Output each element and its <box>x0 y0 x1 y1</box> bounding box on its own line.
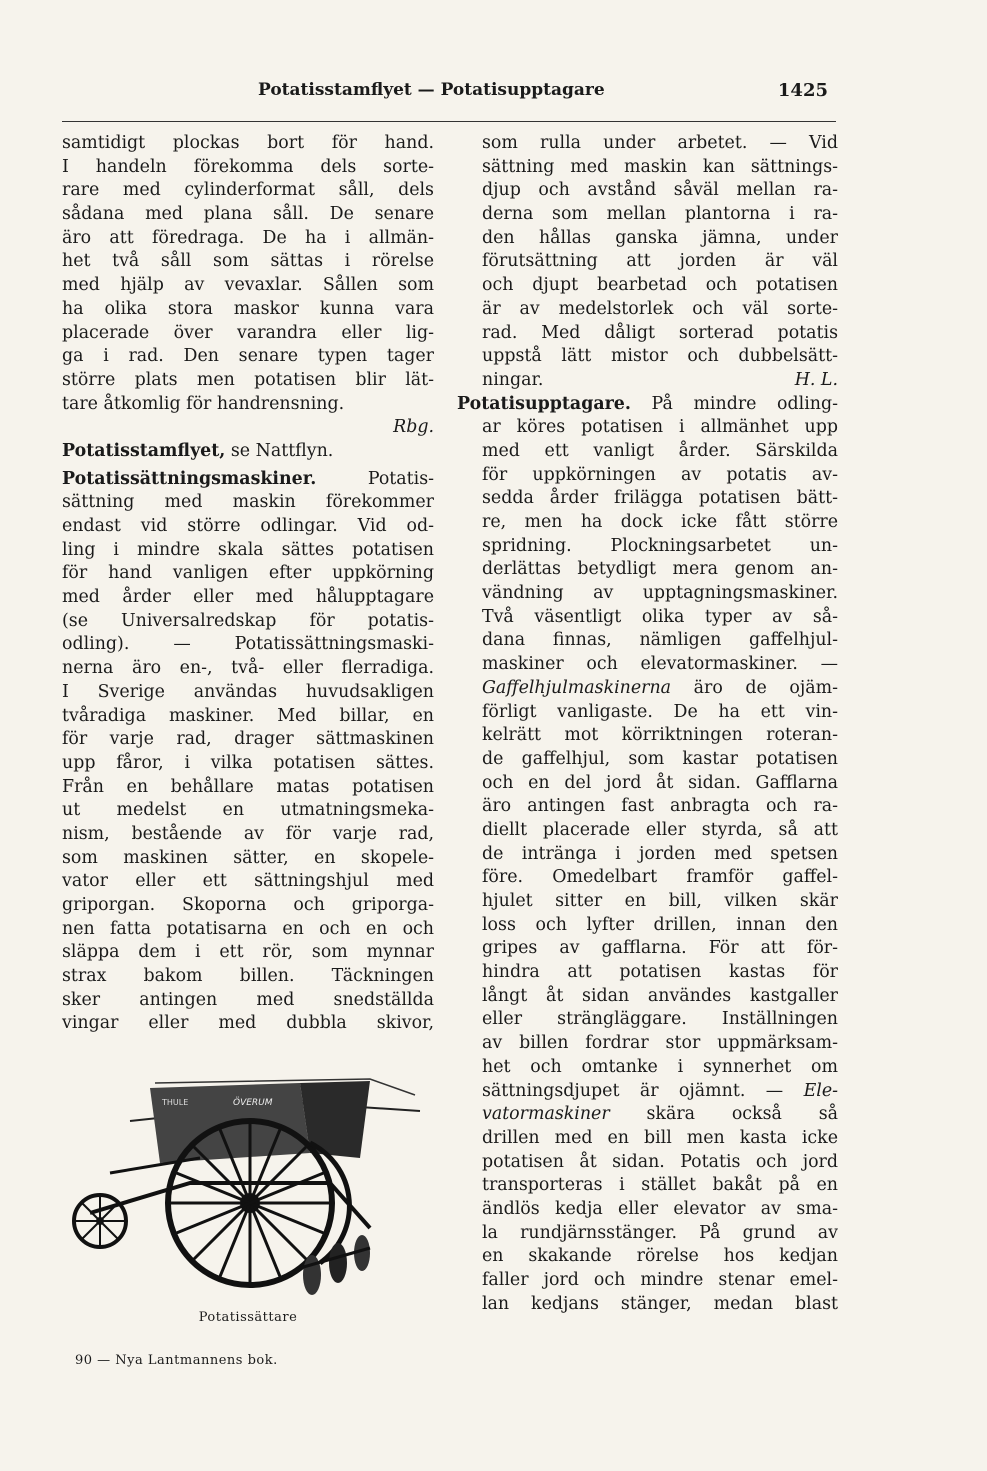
line-text: nen fatta potatisarna en och en och <box>62 918 434 939</box>
text-line <box>62 586 434 610</box>
line-text: med ett vanligt årder. Särskilda <box>482 440 838 461</box>
text-line <box>62 776 434 800</box>
text-line <box>62 799 434 823</box>
text-line <box>457 724 838 748</box>
line-text: som maskinen sätter, en skopele- <box>62 847 434 868</box>
text-line <box>457 156 838 180</box>
line-text: nism, bestående av för varje rad, <box>62 823 434 844</box>
text-line <box>457 677 838 701</box>
text-line <box>457 535 838 559</box>
text-line <box>457 629 838 653</box>
header-title: Potatisstamflyet — Potatisupptagare <box>258 80 605 100</box>
text-line <box>62 657 434 681</box>
line-text: tare åtkomlig för handrensning. <box>62 393 345 414</box>
machine-label-overum: ÖVERUM <box>233 1098 273 1108</box>
text-line <box>457 985 838 1009</box>
text-line <box>62 322 434 346</box>
line-text: och djupt bearbetad och potatisen <box>482 275 838 296</box>
line-text: samtidigt plockas bort för hand. <box>62 133 434 153</box>
line-text: med årder eller med hålupptagare <box>62 587 434 608</box>
line-text: vändning av upptagningsmaskiner. <box>482 583 838 604</box>
line-text: de inträngа i jorden med spetsen <box>482 843 838 864</box>
line-text: för varje rad, drager sättmaskinen <box>62 729 434 750</box>
line-text: diellt placerade eller styrda, så att <box>482 819 838 840</box>
text-line <box>62 250 434 274</box>
text-line <box>62 468 434 492</box>
line-text: dana finnas, nämligen gaffelhjul- <box>482 630 838 651</box>
text-line <box>62 562 434 586</box>
line-text: uppstå lätt mistor och dubbelsätt- <box>482 346 838 367</box>
line-text: ningar. <box>482 369 544 390</box>
header-rule <box>62 121 836 122</box>
text-line <box>62 274 434 298</box>
text-line <box>62 1012 434 1036</box>
text-line <box>62 965 434 989</box>
line-text: griporgan. Skoporna och griporga- <box>62 895 434 915</box>
line-text: sådana med plana såll. De senare <box>62 204 434 225</box>
text-line <box>457 1103 838 1127</box>
line-text: upp fåror, i vilka potatisen sättes. <box>62 752 434 773</box>
line-text: ling i mindre skala sättes potatisen <box>62 539 434 560</box>
page-footer: 90 — Nya Lantmannens bok. <box>75 1353 278 1368</box>
line-text: långt åt sidan användes kastgaller <box>482 985 838 1006</box>
line-text: för hand vanligen efter uppkörning <box>62 563 434 584</box>
author-signature: Rbg. <box>393 417 434 438</box>
line-text: endast vid större odlingar. Vid od- <box>62 516 434 536</box>
line-text: strax bakom billen. Täckningen <box>62 966 434 987</box>
line-text: av billen fordrar stor uppmärksam- <box>482 1033 838 1054</box>
line-text: tvåradiga maskiner. Med billar, en <box>62 705 434 726</box>
line-text: ga i rad. Den senare typen tager <box>62 346 434 367</box>
line-text: maskiner och elevatormaskiner. — <box>482 654 838 675</box>
line-text: de gaffelhjul, som kastar potatisen <box>482 748 838 769</box>
text-line <box>62 681 434 705</box>
line-text: derna som mellan plantorna i ra- <box>482 204 838 225</box>
italic-term: Ele- <box>803 1080 838 1101</box>
italic-term: vatormaskiner <box>482 1104 610 1125</box>
text-line <box>62 728 434 752</box>
line-text: potatisen åt sidan. Potatis och jord <box>482 1151 838 1172</box>
text-line <box>457 1151 838 1175</box>
text-line <box>62 369 434 393</box>
line-text: större plats men potatisen blir lät- <box>62 369 434 390</box>
line-text: ha olika stora maskor kunna vara <box>62 298 434 319</box>
text-line <box>62 227 434 251</box>
line-text: spridning. Plockningsarbetet un- <box>482 535 838 556</box>
text-line <box>62 203 434 227</box>
line-text: för uppkörningen av potatis av- <box>482 464 838 485</box>
text-line <box>457 1032 838 1056</box>
text-line <box>457 914 838 938</box>
figure-caption: Potatissättare <box>198 1310 298 1325</box>
text-line <box>457 203 838 227</box>
line-text: I Sverige användas huvudsakligen <box>62 681 434 702</box>
text-line <box>457 961 838 985</box>
text-line <box>62 298 434 322</box>
line-text: kelrätt mot körriktningen roteran- <box>482 725 838 746</box>
right-column <box>457 132 838 1316</box>
potato-planter-illustration <box>70 1063 426 1303</box>
text-line <box>457 345 838 369</box>
line-text: odling). — Potatissättningsmaski- <box>62 634 434 655</box>
line-text: sättning med maskin kan sättnings- <box>482 156 838 177</box>
text-line <box>457 250 838 274</box>
text-line <box>457 1008 838 1032</box>
text-line <box>62 610 434 634</box>
text-line <box>457 179 838 203</box>
line-text: het och omtanke i synnerhet om <box>482 1056 838 1077</box>
text-line <box>457 606 838 630</box>
line-text: ar köres potatisen i allmänhet upp <box>482 417 838 438</box>
text-line <box>457 795 838 819</box>
text-line <box>457 701 838 725</box>
text-line <box>457 937 838 961</box>
text-line <box>457 653 838 677</box>
text-line <box>62 752 434 776</box>
entry-heading: Potatisupptagare. <box>457 393 631 414</box>
text-line <box>62 515 434 539</box>
text-line <box>62 539 434 563</box>
running-header <box>258 80 828 110</box>
text-line <box>62 156 434 180</box>
text-line <box>457 582 838 606</box>
text-line <box>457 1269 838 1293</box>
text-line <box>457 1245 838 1269</box>
text-line <box>62 633 434 657</box>
text-line <box>457 890 838 914</box>
text-line <box>457 748 838 772</box>
line-text: drillen med en bill men kasta icke <box>482 1127 838 1148</box>
line-text: sättning med maskin förekommer <box>62 492 434 513</box>
text-line <box>62 345 434 369</box>
line-text: Två väsentligt olika typer av så- <box>482 606 838 627</box>
line-text: derlättas betydligt mera genom an- <box>482 559 838 580</box>
line-text: faller jord och mindre stenar emel- <box>482 1270 838 1290</box>
line-text: placerade över varandra eller lig- <box>62 322 434 343</box>
text-line <box>62 416 434 440</box>
line-text: (se Universalredskap för potatis- <box>62 610 434 631</box>
line-text: gripes av gafflarna. För att för- <box>482 938 838 959</box>
line-text: äro de ojäm- <box>671 677 838 698</box>
text-line <box>457 1056 838 1080</box>
line-text: Potatis- <box>316 468 434 489</box>
line-text: och en del jord åt sidan. Gafflarna <box>482 772 838 793</box>
entry-heading: Potatissättningsmaskiner. <box>62 468 317 489</box>
text-line <box>457 1080 838 1104</box>
text-line <box>457 440 838 464</box>
text-line <box>457 464 838 488</box>
author-signature: H. L. <box>794 369 838 390</box>
line-text: sker antingen med snedställda <box>62 989 434 1010</box>
line-text: vingar eller med dubbla skivor, <box>62 1013 434 1034</box>
text-line <box>457 322 838 346</box>
text-line <box>457 227 838 251</box>
text-line <box>457 416 838 440</box>
text-line <box>457 511 838 535</box>
line-text: förutsättning att jorden är väl <box>482 251 838 272</box>
text-line <box>62 918 434 942</box>
text-line <box>62 491 434 515</box>
text-line <box>62 870 434 894</box>
line-text: med hjälp av vevaxlar. Sållen som <box>62 275 434 296</box>
line-text: I handeln förekomma dels sorte- <box>62 156 434 177</box>
line-text: rare med cylinderformat såll, dels <box>62 180 434 201</box>
line-text: hindra att potatisen kastas för <box>482 962 838 983</box>
text-line <box>457 274 838 298</box>
line-text: nerna äro en-, två- eller flerradiga. <box>62 658 434 679</box>
text-line <box>457 487 838 511</box>
text-line <box>457 132 838 156</box>
line-text: den hållas ganska jämna, under <box>482 227 838 248</box>
line-text: På mindre odling- <box>630 393 838 414</box>
entry-heading: Potatisstamflyet, <box>62 440 226 461</box>
line-text: ändlös kedja eller elevator av sma- <box>482 1198 838 1219</box>
line-text: äro antingen fast anbragta och ra- <box>482 796 838 817</box>
line-text: se Nattflyn. <box>225 440 334 461</box>
line-text: ut medelst en utmatningsmeka- <box>62 800 434 821</box>
line-text: skära också så <box>609 1104 838 1125</box>
line-text: het två såll som sättas i rörelse <box>62 251 434 272</box>
line-text: hjulet sitter en bill, vilken skär <box>482 891 838 911</box>
text-line <box>457 1127 838 1151</box>
line-text: före. Omedelbart framför gaffel- <box>482 867 838 888</box>
text-line <box>457 393 838 417</box>
text-line <box>457 1198 838 1222</box>
line-text: loss och lyfter drillen, innan den <box>482 914 838 935</box>
text-line <box>457 558 838 582</box>
line-text: sättningsdjupet är ojämnt. — <box>482 1080 804 1101</box>
line-text: vator eller ett sättningshjul med <box>62 871 434 892</box>
text-line <box>62 132 434 156</box>
text-line <box>457 866 838 890</box>
text-line <box>62 705 434 729</box>
line-text: la rundjärnsstänger. På grund av <box>482 1222 838 1243</box>
line-text: en skakande rörelse hos kedjan <box>482 1246 838 1267</box>
text-line <box>457 298 838 322</box>
line-text: äro att föredraga. De ha i allmän- <box>62 227 434 248</box>
page-number: 1425 <box>777 80 828 101</box>
text-line <box>62 823 434 847</box>
italic-term: Gaffelhjulmaskinerna <box>482 677 672 698</box>
line-text: är av medelstorlek och väl sorte- <box>482 298 838 319</box>
line-text: släppa dem i ett rör, som mynnar <box>62 942 434 963</box>
text-line <box>62 894 434 918</box>
line-text: eller strängläggare. Inställningen <box>482 1009 838 1030</box>
text-line <box>62 847 434 871</box>
line-text: transporteras i stället bakåt på en <box>482 1175 838 1196</box>
machine-label-thule: THULE <box>162 1098 189 1107</box>
text-line <box>457 819 838 843</box>
text-line <box>457 1222 838 1246</box>
text-line <box>62 440 434 464</box>
line-text: Från en behållare matas potatisen <box>62 776 434 797</box>
text-line <box>457 369 838 393</box>
line-text: djup och avstånd såväl mellan ra- <box>482 180 838 201</box>
text-line <box>457 772 838 796</box>
line-text: lan kedjans stänger, medan blast <box>482 1293 838 1314</box>
line-text: förligt vanligaste. De ha ett vin- <box>482 701 838 722</box>
text-line <box>457 843 838 867</box>
line-text: re, men ha dock icke fått större <box>482 512 838 532</box>
text-line <box>457 1174 838 1198</box>
text-line <box>62 989 434 1013</box>
line-text: sedda årder frilägga potatisen bätt- <box>482 488 838 509</box>
text-line <box>62 941 434 965</box>
line-text: som rulla under arbetet. — Vid <box>482 133 838 153</box>
text-line <box>62 179 434 203</box>
text-line <box>62 393 434 417</box>
text-line <box>457 1293 838 1317</box>
left-column <box>62 132 434 1036</box>
line-text: rad. Med dåligt sorterad potatis <box>482 322 838 343</box>
